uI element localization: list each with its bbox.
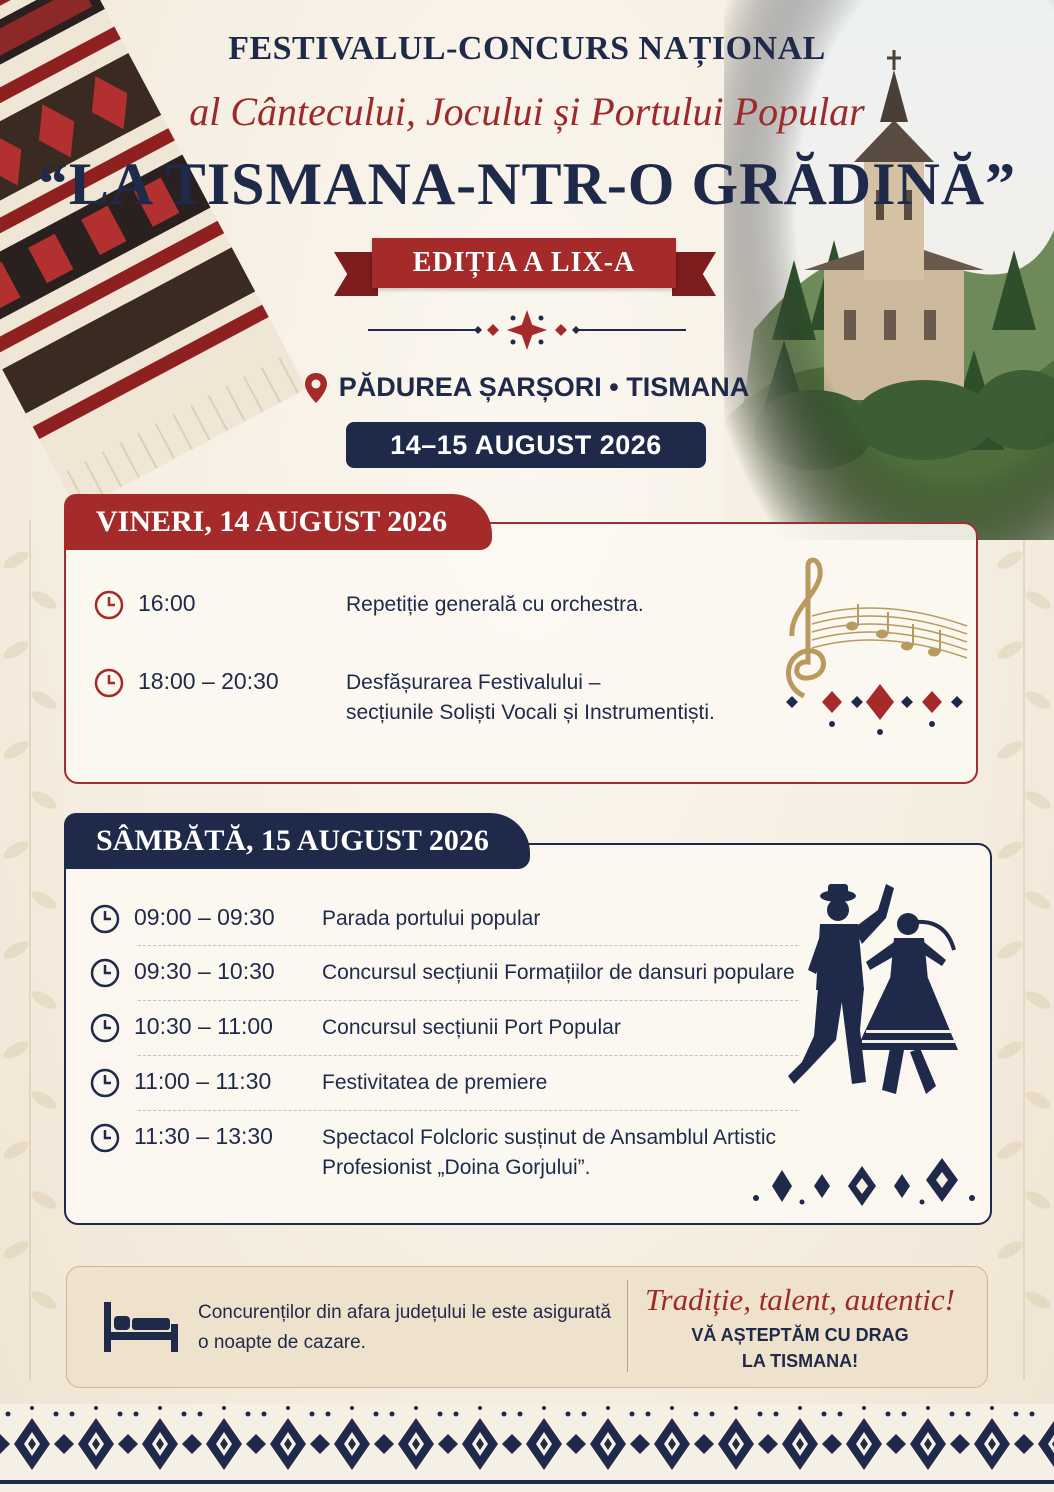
day2-row-1 xyxy=(90,904,275,934)
clock-icon xyxy=(94,668,124,698)
day1-row-1 xyxy=(94,590,196,620)
day2-row-2 xyxy=(90,958,275,988)
day2-desc-4 xyxy=(322,1068,547,1098)
accommodation-note xyxy=(198,1298,618,1358)
clock-icon xyxy=(90,1068,120,1098)
dancers-icon xyxy=(786,880,976,1120)
row-divider xyxy=(138,1000,798,1002)
location-line xyxy=(0,372,1054,403)
day2-desc-1 xyxy=(322,904,540,934)
clock-icon xyxy=(90,1013,120,1043)
location-text: PĂDUREA ȘARȘORI • TISMANA xyxy=(338,372,750,402)
day2-time-2: 09:30 – 10:30 xyxy=(134,958,275,984)
edition-ribbon: EDIȚIA A LIX-A xyxy=(372,238,676,288)
clock-icon xyxy=(90,904,120,934)
day2-desc-5 xyxy=(322,1123,776,1183)
welcome-message xyxy=(640,1322,960,1374)
fern-decoration-right xyxy=(994,520,1054,1380)
day1-desc-2-line-2: secțiunile Soliști Vocali și Instrumentiști. xyxy=(346,701,715,724)
ornament-divider xyxy=(368,308,686,352)
day1-time-1: 16:00 xyxy=(138,590,196,616)
day1-row-2 xyxy=(94,668,279,698)
day1-desc-1-line-1: Repetiție generală cu orchestra. xyxy=(346,593,644,616)
day2-row-3 xyxy=(90,1013,273,1043)
day2-desc-3-line-1: Concursul secțiunii Port Popular xyxy=(322,1016,621,1039)
day2-time-1: 09:00 – 09:30 xyxy=(134,904,275,930)
row-divider xyxy=(138,945,798,947)
music-notes-icon xyxy=(772,556,972,756)
clock-icon xyxy=(90,958,120,988)
day2-desc-4-line-1: Festivitatea de premiere xyxy=(322,1071,548,1094)
bed-icon xyxy=(102,1298,180,1354)
day2-row-5 xyxy=(90,1123,273,1153)
embroidered-rug-image xyxy=(0,0,307,511)
header-line-1: FESTIVALUL-CONCURS NAȚIONAL xyxy=(228,30,826,67)
day1-desc-1 xyxy=(346,590,644,620)
day1-tab: VINERI, 14 AUGUST 2026 xyxy=(64,494,492,550)
day2-desc-3 xyxy=(322,1013,621,1043)
accommodation-line-2: o noapte de cazare. xyxy=(198,1332,366,1353)
header-line-2: al Cântecului, Jocului și Portului Popular xyxy=(189,89,865,134)
row-divider xyxy=(138,1055,798,1057)
day2-time-5: 11:30 – 13:30 xyxy=(134,1123,273,1149)
clock-icon xyxy=(90,1123,120,1153)
day2-time-3: 10:30 – 11:00 xyxy=(134,1013,273,1039)
folk-flower-decoration xyxy=(752,1150,980,1214)
monastery-landscape-image xyxy=(724,0,1054,540)
day2-desc-2 xyxy=(322,958,795,988)
day2-desc-5-line-1: Spectacol Folcloric susținut de Ansamblul Artistic xyxy=(322,1126,777,1149)
clock-icon xyxy=(94,590,124,620)
footer-divider xyxy=(627,1280,628,1372)
location-pin-icon xyxy=(305,373,327,403)
day2-desc-1-line-1: Parada portului popular xyxy=(322,907,541,930)
day1-desc-2-line-1: Desfășurarea Festivalului – xyxy=(346,671,601,694)
day2-tab: SÂMBĂTĂ, 15 AUGUST 2026 xyxy=(64,813,530,869)
fern-decoration-left xyxy=(0,520,60,1380)
day2-row-4 xyxy=(90,1068,271,1098)
row-divider xyxy=(138,1110,798,1112)
festival-title: “LA TISMANA-NTR-O GRĂDINĂ” xyxy=(37,151,1017,217)
day1-time-2: 18:00 – 20:30 xyxy=(138,668,279,694)
day2-desc-2-line-1: Concursul secțiunii Formațiilor de dansuri populare xyxy=(322,961,795,984)
welcome-line-2: LA TISMANA! xyxy=(741,1351,859,1371)
accommodation-line-1: Concurenților din afara județului le este asigurată xyxy=(198,1302,611,1323)
day2-desc-5-line-2: Profesionist „Doina Gorjului”. xyxy=(322,1156,591,1179)
ribbon-tail-right xyxy=(672,252,716,296)
slogan: Tradiție, talent, autentic! xyxy=(645,1282,955,1317)
day1-desc-2 xyxy=(346,668,715,728)
welcome-line-1: VĂ AȘTEPTĂM CU DRAG xyxy=(691,1325,909,1345)
festival-dates: 14–15 AUGUST 2026 xyxy=(346,422,706,468)
day2-time-4: 11:00 – 11:30 xyxy=(134,1068,272,1094)
embroidery-border-bottom xyxy=(0,1404,1054,1492)
